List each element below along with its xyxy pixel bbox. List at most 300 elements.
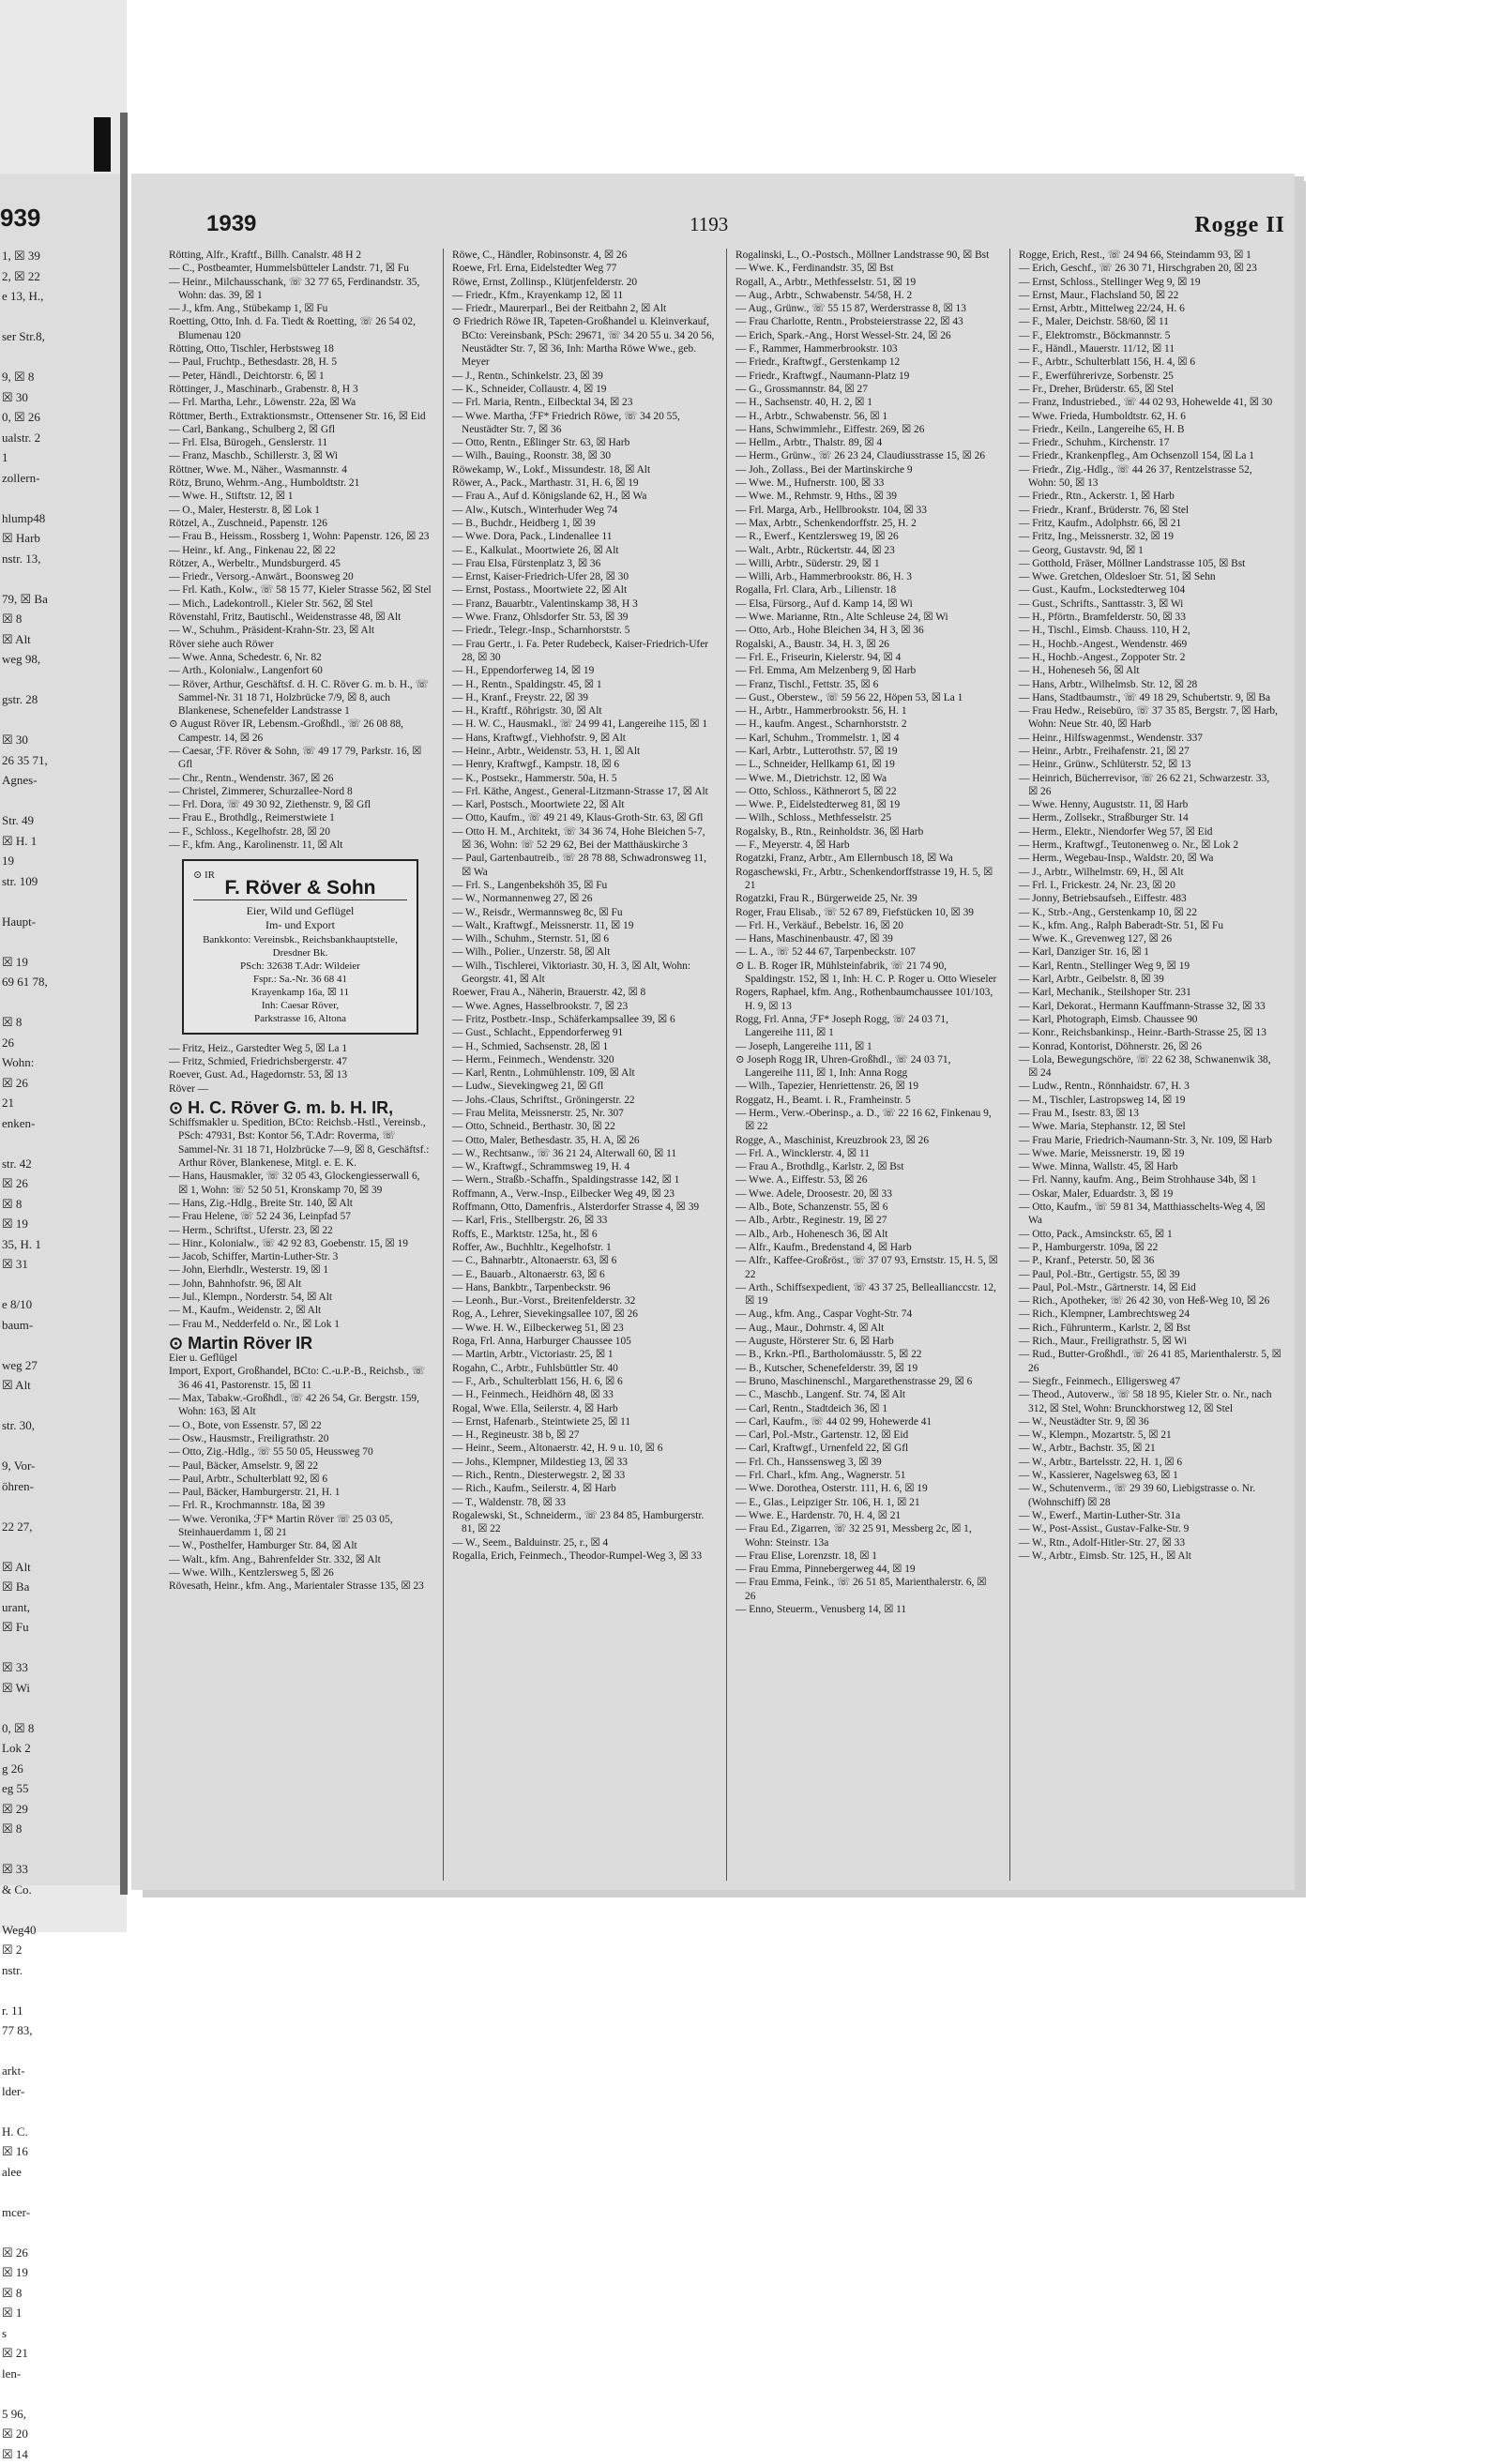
- directory-entry: — Frau Marie, Friedrich-Naumann-Str. 3, Nr. 109, ☒ Harb: [1019, 1134, 1281, 1147]
- previous-page-line: ☒ 19: [0, 1214, 124, 1234]
- directory-entry: — W., Reisdr., Wermannsweg 8c, ☒ Fu: [452, 906, 715, 919]
- ad-line: PSch: 32638 T.Adr: Wildeier: [193, 960, 407, 973]
- directory-entry: — L., Schneider, Hellkamp 61, ☒ 19: [735, 758, 998, 771]
- directory-entry: — Frau Emma, Feink., ☏ 26 51 85, Marienthalerstr. 6, ☒ 26: [735, 1576, 998, 1603]
- directory-entry: — Friedr., Kranf., Brüderstr. 76, ☒ Stel: [1019, 504, 1281, 517]
- directory-entry: — Herm., Wegebau-Insp., Waldstr. 20, ☒ Wa: [1019, 852, 1281, 865]
- previous-page-line: weg 98,: [0, 649, 124, 670]
- directory-entry: — Erich, Geschf., ☏ 26 30 71, Hirschgraben 20, ☒ 23: [1019, 262, 1281, 275]
- directory-entry: — Carl, Rentn., Stadtdeich 36, ☒ 1: [735, 1402, 998, 1415]
- directory-entry: — Frl. Käthe, Angest., General-Litzmann-Strasse 17, ☒ Alt: [452, 785, 715, 798]
- previous-page-line: [0, 1275, 124, 1295]
- directory-entry: — Oskar, Maler, Eduardstr. 3, ☒ 19: [1019, 1187, 1281, 1201]
- previous-page-line: ☒ 31: [0, 1254, 124, 1275]
- previous-page-line: [0, 791, 124, 811]
- previous-page-line: [0, 568, 124, 589]
- directory-entry: — Wwe. Anna, Schedestr. 6, Nr. 82: [169, 651, 432, 664]
- directory-entry: — M., Tischler, Lastropsweg 14, ☒ 19: [1019, 1094, 1281, 1107]
- previous-page-line: Agnes-: [0, 770, 124, 791]
- directory-entry: — J., kfm. Ang., Stübekamp 1, ☒ Fu: [169, 302, 432, 315]
- directory-entry: — Otto, Kaufm., ☏ 49 21 49, Klaus-Groth-Str. 63, ☒ Gfl: [452, 811, 715, 824]
- directory-entry: — Friedr., Telegr.-Insp., Scharnhorststr. 5: [452, 624, 715, 637]
- directory-entry: — Wwe. Franz, Ohlsdorfer Str. 53, ☒ 39: [452, 611, 715, 624]
- directory-entry: Röwe, C., Händler, Robinsonstr. 4, ☒ 26: [452, 249, 715, 262]
- directory-entry: — Fritz, Schmied, Friedrichsbergerstr. 47: [169, 1055, 432, 1068]
- directory-entry: — Alfr., Kaufm., Bredenstand 4, ☒ Harb: [735, 1241, 998, 1254]
- directory-entry: Röttmer, Berth., Extraktionsmstr., Ottensener Str. 16, ☒ Eid: [169, 410, 432, 423]
- directory-entry: — Fritz, Ing., Meissnerstr. 32, ☒ 19: [1019, 530, 1281, 543]
- previous-page-line: ☒ 8: [0, 1194, 124, 1215]
- directory-entry: — Wwe. Veronika, ℱF* Martin Röver ☏ 25 03 05, Steinhauerdamm 1, ☒ 21: [169, 1513, 432, 1540]
- directory-entry: — Wwe. Wilh., Kentzlersweg 5, ☒ 26: [169, 1566, 432, 1580]
- directory-entry: — Otto, Kaufm., ☏ 59 81 34, Matthiasschelts-Weg 4, ☒ Wa: [1019, 1201, 1281, 1228]
- previous-page-line: hlump48: [0, 508, 124, 529]
- directory-entry: — W., Neustädter Str. 9, ☒ 36: [1019, 1415, 1281, 1429]
- binding-clip: [94, 117, 111, 172]
- directory-entry: — H., Eppendorferweg 14, ☒ 19: [452, 664, 715, 677]
- directory-entry: — Wilh., Polier., Unzerstr. 58, ☒ Alt: [452, 945, 715, 959]
- directory-entry: — K., Strb.-Ang., Gerstenkamp 10, ☒ 22: [1019, 906, 1281, 919]
- directory-entry: — Heinr., Arbtr., Freihafenstr. 21, ☒ 27: [1019, 745, 1281, 758]
- directory-entry: — Wilh., Bauing., Roonstr. 38, ☒ 30: [452, 449, 715, 462]
- previous-page-line: [0, 1980, 124, 2001]
- directory-entry: — Frau Ed., Zigarren, ☏ 32 25 91, Messberg 2c, ☒ 1, Wohn: Steinstr. 13a: [735, 1522, 998, 1549]
- directory-entry: — W., Arbtr., Bartelsstr. 22, H. 1, ☒ 6: [1019, 1456, 1281, 1469]
- previous-page-line: ☒ 26: [0, 1073, 124, 1094]
- previous-page-line: ☒ 30: [0, 730, 124, 750]
- previous-page-lines: [0, 246, 124, 2464]
- previous-page-line: lder-: [0, 2081, 124, 2102]
- directory-entry: — Siegfr., Feinmech., Elligersweg 47: [1019, 1375, 1281, 1388]
- column-1-martin-entries: [169, 1352, 432, 1593]
- directory-entry: — Otto H. M., Architekt, ☏ 34 36 74, Hohe Bleichen 5-7, ☒ 36, Wohn: ☏ 52 29 62, Bei der Matthäuskirche 3: [452, 825, 715, 853]
- directory-entry: — O., Maler, Hesterstr. 8, ☒ Lok 1: [169, 504, 432, 517]
- directory-entry: — E., Kalkulat., Moortwiete 26, ☒ Alt: [452, 544, 715, 557]
- directory-entry: Rövenstahl, Fritz, Bautischl., Weidenstrasse 48, ☒ Alt: [169, 611, 432, 624]
- directory-entry: Roewe, Frl. Erna, Eidelstedter Weg 77: [452, 262, 715, 275]
- previous-page-line: Weg40: [0, 1920, 124, 1941]
- directory-entry: Eier u. Geflügel: [169, 1352, 432, 1365]
- directory-entry: Röttner, Wwe. M., Näher., Wasmannstr. 4: [169, 463, 432, 476]
- directory-entry: — Wwe. E., Hardenstr. 70, H. 4, ☒ 21: [735, 1509, 998, 1522]
- directory-entry: — Hans, Bankbtr., Tarpenbeckstr. 96: [452, 1281, 715, 1294]
- directory-entry: — Wwe. Minna, Wallstr. 45, ☒ Harb: [1019, 1160, 1281, 1173]
- directory-entry: — Herm., Schriftst., Uferstr. 23, ☒ 22: [169, 1224, 432, 1237]
- previous-page-line: ☒ Harb: [0, 528, 124, 549]
- directory-entry: — Konr., Reichsbankinsp., Heinr.-Barth-Strasse 25, ☒ 13: [1019, 1026, 1281, 1039]
- directory-entry: — O., Bote, von Essenstr. 57, ☒ 22: [169, 1419, 432, 1432]
- directory-entry: — Frl. E., Friseurin, Kielerstr. 94, ☒ 4: [735, 651, 998, 664]
- directory-entry: — Wwe. K., Grevenweg 127, ☒ 26: [1019, 932, 1281, 945]
- directory-entry: Röwer, A., Pack., Marthastr. 31, H. 6, ☒ 19: [452, 476, 715, 490]
- previous-page-line: ser Str.8,: [0, 326, 124, 347]
- directory-entry: — Hans, Kraftwgf., Viehhofstr. 9, ☒ Alt: [452, 732, 715, 745]
- directory-entry: — Frl. Marga, Arb., Hellbrookstr. 104, ☒ 33: [735, 504, 998, 517]
- ad-line: Im- und Export: [193, 918, 407, 933]
- directory-entry: — Chr., Rentn., Wendenstr. 367, ☒ 26: [169, 772, 432, 785]
- previous-page-line: [0, 1839, 124, 1860]
- previous-page-line: g 26: [0, 1759, 124, 1779]
- directory-entry: Roffer, Aw., Buchhltr., Kegelhofstr. 1: [452, 1241, 715, 1254]
- column-1-entries-tail: [169, 1116, 432, 1331]
- directory-entry: Roetting, Otto, Inh. d. Fa. Tiedt & Roetting, ☏ 26 54 02, Blumenau 120: [169, 315, 432, 342]
- directory-entry: — Jul., Klempn., Norderstr. 54, ☒ Alt: [169, 1291, 432, 1304]
- ad-line: Fspr.: Sa.-Nr. 36 68 41: [193, 973, 407, 986]
- previous-page-line: [0, 1496, 124, 1517]
- previous-page-line: ☒ 26: [0, 1173, 124, 1194]
- page-edge-shadow: [1295, 176, 1304, 1891]
- directory-entry: — Alw., Kutsch., Winterhuder Weg 74: [452, 504, 715, 517]
- directory-entry: — Friedr., Keiln., Langereihe 65, H. B: [1019, 423, 1281, 436]
- directory-entry: Röwe, Ernst, Zollinsp., Klütjenfelderstr. 20: [452, 276, 715, 289]
- column-4-entries: [1019, 249, 1281, 1563]
- directory-entry: — H., Feinmech., Heidhörn 48, ☒ 33: [452, 1388, 715, 1401]
- directory-entry: — Fritz, Postbetr.-Insp., Schäferkampsallee 39, ☒ 6: [452, 1013, 715, 1026]
- previous-page-line: e 8/10: [0, 1294, 124, 1315]
- directory-entry: — K., Postsekr., Hammerstr. 50a, H. 5: [452, 772, 715, 785]
- directory-entry: — W., Kraftwgf., Schrammsweg 19, H. 4: [452, 1160, 715, 1173]
- directory-entry: — Frl. Nanny, kaufm. Ang., Beim Strohhause 34b, ☒ 1: [1019, 1173, 1281, 1187]
- directory-entry: — Otto, Arb., Hohe Bleichen 34, H 3, ☒ 36: [735, 624, 998, 637]
- previous-page-line: Haupt-: [0, 912, 124, 932]
- directory-entry: — Aug., Maur., Dohrnstr. 4, ☒ Alt: [735, 1322, 998, 1335]
- directory-entry: — Walt., kfm. Ang., Bahrenfelder Str. 332, ☒ Alt: [169, 1553, 432, 1566]
- directory-entry: — W., Schuhm., Präsident-Krahn-Str. 23, ☒ Alt: [169, 624, 432, 637]
- previous-page-line: 77 83,: [0, 2020, 124, 2041]
- directory-entry: — Paul, Pol.-Btr., Gertigstr. 55, ☒ 39: [1019, 1268, 1281, 1281]
- directory-entry: — Franz, Bauarbtr., Valentinskamp 38, H 3: [452, 597, 715, 611]
- directory-entry: — Paul, Arbtr., Schulterblatt 92, ☒ 6: [169, 1473, 432, 1486]
- directory-entry: ⊙ L. B. Roger IR, Mühlsteinfabrik, ☏ 21 74 90, Spaldingstr. 152, ☒ 1, Inh: H. C. P. Roger u. Otto Wieseler: [735, 960, 998, 987]
- directory-entry: — W., Rtn., Adolf-Hitler-Str. 27, ☒ 33: [1019, 1536, 1281, 1549]
- directory-entry: — Peter, Händl., Deichtorstr. 6, ☒ 1: [169, 370, 432, 383]
- directory-entry: — Friedr., Kraftwgf., Naumann-Platz 19: [735, 370, 998, 383]
- directory-entry: — Wwe. Henny, Auguststr. 11, ☒ Harb: [1019, 798, 1281, 811]
- previous-page-line: ☒ Alt: [0, 1557, 124, 1578]
- directory-entry: — Herm., Elektr., Niendorfer Weg 57, ☒ Eid: [1019, 825, 1281, 839]
- directory-entry: — Wwe. Dorothea, Osterstr. 111, H. 6, ☒ 19: [735, 1482, 998, 1495]
- directory-entry: — Hans, Zig.-Hdlg., Breite Str. 140, ☒ Alt: [169, 1197, 432, 1210]
- directory-entry: — Frl. Charl., kfm. Ang., Wagnerstr. 51: [735, 1469, 998, 1482]
- directory-entry: — Frau M., Nedderfeld o. Nr., ☒ Lok 1: [169, 1318, 432, 1331]
- previous-page-line: mcer-: [0, 2202, 124, 2223]
- directory-entry: Rogg, Frl. Anna, ℱF* Joseph Rogg, ☏ 24 03 71, Langereihe 111, ☒ 1: [735, 1013, 998, 1040]
- directory-entry: — Hans, Schwimmlehr., Eiffestr. 269, ☒ 26: [735, 423, 998, 436]
- directory-entry: Röver —: [169, 1082, 432, 1096]
- directory-entry: Roffmann, A., Verw.-Insp., Eilbecker Weg 49, ☒ 23: [452, 1187, 715, 1201]
- directory-entry: — Frl. S., Langenbekshöh 35, ☒ Fu: [452, 879, 715, 892]
- directory-entry: — Wwe. K., Ferdinandstr. 35, ☒ Bst: [735, 262, 998, 275]
- column-1: [169, 249, 432, 1881]
- directory-entry: — Heinr., Hilfswagenmst., Wendenstr. 337: [1019, 732, 1281, 745]
- directory-entry: — Frau A., Brothdlg., Karlstr. 2, ☒ Bst: [735, 1160, 998, 1173]
- previous-page-line: 19: [0, 851, 124, 871]
- previous-page-line: [0, 1536, 124, 1557]
- directory-entry: — Franz, Industriebed., ☏ 44 02 93, Hohewelde 41, ☒ 30: [1019, 396, 1281, 409]
- directory-entry: — Frau E., Brothdlg., Reimerstwiete 1: [169, 811, 432, 824]
- previous-page-line: ☒ 21: [0, 2343, 124, 2364]
- directory-page: [131, 174, 1295, 1890]
- directory-entry: — W., Arbtr., Eimsb. Str. 125, H., ☒ Alt: [1019, 1549, 1281, 1563]
- directory-entry: — H., Kraftf., Röhrigstr. 30, ☒ Alt: [452, 704, 715, 718]
- directory-entry: — W., Rechtsanw., ☏ 36 21 24, Alterwall 60, ☒ 11: [452, 1147, 715, 1160]
- directory-entry: — Wwe. M., Dietrichstr. 12, ☒ Wa: [735, 772, 998, 785]
- column-rule: [726, 249, 727, 1881]
- directory-entry: — Heinr., Arbtr., Weidenstr. 53, H. 1, ☒ Alt: [452, 745, 715, 758]
- directory-entry: — Paul, Bäcker, Amselstr. 9, ☒ 22: [169, 1459, 432, 1473]
- directory-entry: — Gust., Kaufm., Lockstedterweg 104: [1019, 583, 1281, 597]
- directory-entry: — Alb., Arb., Hohenesch 36, ☒ Alt: [735, 1228, 998, 1241]
- directory-entry: — Johs.-Claus, Schriftst., Gröningerstr. 22: [452, 1094, 715, 1107]
- directory-entry: Rogge, Erich, Rest., ☏ 24 94 66, Steindamm 93, ☒ 1: [1019, 249, 1281, 262]
- directory-entry: — Herm., Feinmech., Wendenstr. 320: [452, 1053, 715, 1066]
- previous-page-line: urant,: [0, 1597, 124, 1618]
- directory-entry: — C., Postbeamter, Hummelsbütteler Landstr. 71, ☒ Fu: [169, 262, 432, 275]
- directory-columns: [169, 249, 1295, 1881]
- directory-entry: Import, Export, Großhandel, BCto: C.-u.P.-B., Reichsb., ☏ 36 46 41, Pastorenstr. 15, ☒ 11: [169, 1365, 432, 1392]
- directory-entry: — Otto, Schloss., Käthnerort 5, ☒ 22: [735, 785, 998, 798]
- directory-entry: — Walt., Arbtr., Rückertstr. 44, ☒ 23: [735, 544, 998, 557]
- previous-page-line: ☒ 8: [0, 1819, 124, 1839]
- directory-entry: — Frau A., Auf d. Königslande 62, H., ☒ Wa: [452, 490, 715, 503]
- previous-page-line: enken-: [0, 1113, 124, 1134]
- directory-entry: — Frl. Elsa, Bürogeh., Genslerstr. 11: [169, 436, 432, 449]
- previous-page-line: ☒ H. 1: [0, 831, 124, 852]
- previous-page-line: [0, 347, 124, 368]
- previous-page-line: 1: [0, 447, 124, 468]
- column-3-entries: [735, 249, 998, 1616]
- previous-page-line: zollern-: [0, 468, 124, 489]
- directory-entry: — Frau M., Isestr. 83, ☒ 13: [1019, 1107, 1281, 1120]
- directory-entry: — Paul, Bäcker, Hamburgerstr. 21, H. 1: [169, 1486, 432, 1499]
- directory-entry: — Frl. Martha, Lehr., Löwenstr. 22a, ☒ Wa: [169, 396, 432, 409]
- directory-entry: — Ludw., Rentn., Rönnhaidstr. 67, H. 3: [1019, 1080, 1281, 1093]
- directory-entry: — Otto, Zig.-Hdlg., ☏ 55 50 05, Heussweg 70: [169, 1445, 432, 1459]
- directory-entry: — Franz, Tischl., Fettstr. 35, ☒ 6: [735, 678, 998, 691]
- directory-entry: — Willi, Arb., Hammerbrookstr. 86, H. 3: [735, 570, 998, 583]
- directory-entry: — Franz, Maschb., Schillerstr. 3, ☒ Wi: [169, 449, 432, 462]
- directory-entry: — Karl, Arbtr., Lutterothstr. 57, ☒ 19: [735, 745, 998, 758]
- directory-entry: — F., Schloss., Kegelhofstr. 28, ☒ 20: [169, 825, 432, 839]
- previous-page-line: ☒ 26: [0, 2243, 124, 2263]
- previous-page-line: 0, ☒ 8: [0, 1718, 124, 1739]
- directory-entry: — Carl, Kaufm., ☏ 44 02 99, Hohewerde 41: [735, 1415, 998, 1429]
- directory-entry: — Frau Elsa, Fürstenplatz 3, ☒ 36: [452, 557, 715, 570]
- header-page-number: 1193: [690, 213, 728, 236]
- directory-entry: — Gust., Schlacht., Eppendorferweg 91: [452, 1026, 715, 1039]
- directory-entry: — Max, Arbtr., Schenkendorffstr. 25, H. 2: [735, 517, 998, 530]
- directory-entry: — Otto, Maler, Bethesdastr. 35, H. A, ☒ 26: [452, 1134, 715, 1147]
- directory-entry: — K., Schneider, Collaustr. 4, ☒ 19: [452, 383, 715, 396]
- column-4: [1019, 249, 1281, 1881]
- directory-entry: Rövesath, Heinr., kfm. Ang., Marientaler Strasse 135, ☒ 23: [169, 1580, 432, 1593]
- directory-entry: — Alb., Arbtr., Reginestr. 19, ☒ 27: [735, 1214, 998, 1227]
- directory-entry: — H., Arbtr., Schwabenstr. 56, ☒ 1: [735, 410, 998, 423]
- previous-page-line: öhren-: [0, 1476, 124, 1497]
- column-rule: [443, 249, 444, 1881]
- directory-entry: — Georg, Gustavstr. 9d, ☒ 1: [1019, 544, 1281, 557]
- directory-entry: — Herm., Grünw., ☏ 26 23 24, Claudiusstrasse 15, ☒ 26: [735, 449, 998, 462]
- directory-entry: — W., Seem., Balduinstr. 25, r., ☒ 4: [452, 1536, 715, 1549]
- column-2: [452, 249, 715, 1881]
- directory-entry: — F., kfm. Ang., Karolinenstr. 11, ☒ Alt: [169, 839, 432, 852]
- previous-page-line: [0, 992, 124, 1013]
- previous-page-line: s: [0, 2323, 124, 2344]
- directory-entry: — Gust., Oberstew., ☏ 59 56 22, Höpen 53, ☒ La 1: [735, 691, 998, 704]
- directory-entry: ⊙ Joseph Rogg IR, Uhren-Großhdl., ☏ 24 03 71, Langereihe 111, ☒ 1, Inh: Anna Rogg: [735, 1053, 998, 1081]
- directory-entry: — Aug., Arbtr., Schwabenstr. 54/58, H. 2: [735, 289, 998, 302]
- directory-entry: — Fr., Dreher, Brüderstr. 65, ☒ Stel: [1019, 383, 1281, 396]
- directory-entry: — Heinr., Seem., Altonaerstr. 42, H. 9 u. 10, ☒ 6: [452, 1442, 715, 1455]
- previous-page-line: [0, 1436, 124, 1457]
- directory-entry: — Wwe. H., Stiftstr. 12, ☒ 1: [169, 490, 432, 503]
- directory-entry: — Friedr., Maurerparl., Bei der Reitbahn 2, ☒ Alt: [452, 302, 715, 315]
- directory-entry: — H., Schmied, Sachsenstr. 28, ☒ 1: [452, 1040, 715, 1053]
- ad-marker: ⊙ IR: [193, 869, 407, 882]
- directory-entry: — Heinr., Milchausschank, ☏ 32 77 65, Ferdinandstr. 35, Wohn: das. 39, ☒ 1: [169, 276, 432, 303]
- directory-entry: — F., Händl., Mauerstr. 11/12, ☒ 11: [1019, 342, 1281, 355]
- previous-page-line: [0, 2101, 124, 2122]
- directory-entry: — Ernst, Postass., Moortwiete 22, ☒ Alt: [452, 583, 715, 597]
- directory-entry: — Rich., Klempner, Lambrechtsweg 24: [1019, 1308, 1281, 1321]
- directory-entry: — H., Rentn., Spaldingstr. 45, ☒ 1: [452, 678, 715, 691]
- ad-line: Eier, Wild und Geflügel: [193, 904, 407, 919]
- directory-entry: Rogge, A., Maschinist, Kreuzbrook 23, ☒ 26: [735, 1134, 998, 1147]
- column-1-entries-after-ad: [169, 1042, 432, 1096]
- previous-page-line: 26 35 71,: [0, 750, 124, 771]
- directory-entry: — Enno, Steuerm., Venusberg 14, ☒ 11: [735, 1603, 998, 1616]
- directory-entry: — H., kaufm. Angest., Scharnhorststr. 2: [735, 718, 998, 731]
- directory-entry: — Frl. Emma, Am Melzenberg 9, ☒ Harb: [735, 664, 998, 677]
- directory-entry: — H. W. C., Hausmakl., ☏ 24 99 41, Langereihe 115, ☒ 1: [452, 718, 715, 731]
- directory-entry: — Wwe. Marie, Meissnerstr. 19, ☒ 19: [1019, 1147, 1281, 1160]
- directory-entry: — Wwe. Gretchen, Oldesloer Str. 51, ☒ Sehn: [1019, 570, 1281, 583]
- directory-entry: — H., Hoheneseh 56, ☒ Alt: [1019, 664, 1281, 677]
- directory-entry: — Karl, Postsch., Moortwiete 22, ☒ Alt: [452, 798, 715, 811]
- previous-page-line: str. 30,: [0, 1415, 124, 1436]
- ad-f-roever-sohn: [182, 859, 418, 1034]
- directory-entry: — Carl, Kraftwgf., Urnenfeld 22, ☒ Gfl: [735, 1442, 998, 1455]
- directory-entry: — K., kfm. Ang., Ralph Baberadt-Str. 51, ☒ Fu: [1019, 919, 1281, 932]
- directory-entry: — Herm., Verw.-Oberinsp., a. D., ☏ 22 16 62, Finkenau 9, ☒ 22: [735, 1107, 998, 1134]
- previous-page-line: 69 61 78,: [0, 972, 124, 992]
- directory-entry: — Joseph, Langereihe 111, ☒ 1: [735, 1040, 998, 1053]
- directory-entry: ⊙ August Röver IR, Lebensm.-Großhdl., ☏ 26 08 88, Campestr. 14, ☒ 26: [169, 718, 432, 745]
- previous-page-line: 1, ☒ 39: [0, 246, 124, 266]
- directory-entry: — G., Grossmannstr. 84, ☒ 27: [735, 383, 998, 396]
- directory-entry: — Herm., Zollsekr., Straßburger Str. 14: [1019, 811, 1281, 824]
- directory-entry: — Ludw., Sievekingweg 21, ☒ Gfl: [452, 1080, 715, 1093]
- directory-entry: Rogatzki, Frau R., Bürgerweide 25, Nr. 39: [735, 892, 998, 905]
- directory-entry: Roga, Frl. Anna, Harburger Chaussee 105: [452, 1335, 715, 1348]
- previous-page-line: [0, 891, 124, 912]
- directory-entry: — Wwe. Maria, Stephanstr. 12, ☒ Stel: [1019, 1120, 1281, 1133]
- directory-entry: Rötting, Otto, Tischler, Herbstsweg 18: [169, 342, 432, 355]
- directory-entry: — Friedr., Kraftwgf., Gerstenkamp 12: [735, 355, 998, 369]
- directory-entry: Rogalski, A., Baustr. 34, H. 3, ☒ 26: [735, 638, 998, 651]
- directory-entry: — Henry, Kraftwgf., Kampstr. 18, ☒ 6: [452, 758, 715, 771]
- directory-entry: — F., Ewerführerivze, Sorbenstr. 25: [1019, 370, 1281, 383]
- directory-entry: — Frl. H., Verkäuf., Bebelstr. 16, ☒ 20: [735, 919, 998, 932]
- directory-entry: — Wwe. M., Hufnerstr. 100, ☒ 33: [735, 476, 998, 490]
- previous-page-line: 35, H. 1: [0, 1234, 124, 1255]
- directory-entry: — T., Waldenstr. 78, ☒ 33: [452, 1496, 715, 1509]
- directory-entry: — Frau B., Heissm., Rossberg 1, Wohn: Papenstr. 126, ☒ 23: [169, 530, 432, 543]
- previous-page-line: ☒ 19: [0, 2262, 124, 2283]
- previous-page-line: ☒ 1: [0, 2303, 124, 2323]
- directory-entry: — Rich., Apotheker, ☏ 26 42 30, von Heß-Weg 10, ☒ 26: [1019, 1294, 1281, 1308]
- directory-entry: — Wilh., Tapezier, Henriettenstr. 26, ☒ 19: [735, 1080, 998, 1093]
- directory-entry: — Walt., Kraftwgf., Meissnerstr. 11, ☒ 19: [452, 919, 715, 932]
- previous-page-line: ☒ 33: [0, 1657, 124, 1678]
- previous-page-line: ☒ Alt: [0, 1375, 124, 1396]
- directory-entry: — H., Sachsenstr. 40, H. 2, ☒ 1: [735, 396, 998, 409]
- directory-entry: — Rich., Kaufm., Seilerstr. 4, ☒ Harb: [452, 1482, 715, 1495]
- previous-page-line: ☒ 33: [0, 1859, 124, 1880]
- directory-entry: — Aug., Grünw., ☏ 55 15 87, Werderstrasse 8, ☒ 13: [735, 302, 998, 315]
- directory-entry: — H., Hochb.-Angest., Zoppoter Str. 2: [1019, 651, 1281, 664]
- directory-entry: — Ernst, Arbtr., Mittelweg 22/24, H. 6: [1019, 302, 1281, 315]
- previous-page-line: weg 27: [0, 1355, 124, 1376]
- previous-page-line: ☒ 8: [0, 1012, 124, 1033]
- previous-page-line: nstr. 13,: [0, 549, 124, 569]
- directory-entry: Roewer, Frau A., Näherin, Brauerstr. 42, ☒ 8: [452, 986, 715, 999]
- directory-entry: — W., Ewerf., Martin-Luther-Str. 31a: [1019, 1509, 1281, 1522]
- directory-entry: — Frl. Dora, ☏ 49 30 92, Ziethenstr. 9, ☒ Gfl: [169, 798, 432, 811]
- directory-entry: — Friedr., Schuhm., Kirchenstr. 17: [1019, 436, 1281, 449]
- previous-page-line: ☒ 20: [0, 2424, 124, 2444]
- directory-entry: — Wern., Straßb.-Schaffn., Spaldingstrasse 142, ☒ 1: [452, 1173, 715, 1187]
- directory-entry: — Herm., Kraftwgf., Teutonenweg o. Nr., ☒ Lok 2: [1019, 839, 1281, 852]
- directory-entry: — Karl, Arbtr., Geibelstr. 8, ☒ 39: [1019, 973, 1281, 986]
- directory-entry: — Hans, Maschinenbaustr. 47, ☒ 39: [735, 932, 998, 945]
- previous-page-line: ☒ 8: [0, 609, 124, 629]
- directory-entry: Rogaschewski, Fr., Arbtr., Schenkendorffstrasse 19, H. 5, ☒ 21: [735, 866, 998, 893]
- directory-entry: — Max, Tabakw.-Großhdl., ☏ 42 26 54, Gr. Bergstr. 159, Wohn: 163, ☒ Alt: [169, 1392, 432, 1419]
- directory-entry: — Elsa, Fürsorg., Auf d. Kamp 14, ☒ Wi: [735, 597, 998, 611]
- directory-entry: — Erich, Spark.-Ang., Horst Wessel-Str. 24, ☒ 26: [735, 329, 998, 342]
- directory-entry: — John, Eierhdlr., Westerstr. 19, ☒ 1: [169, 1263, 432, 1277]
- directory-entry: Rötting, Alfr., Kraftf., Billh. Canalstr. 48 H 2: [169, 249, 432, 262]
- previous-page-line: nstr.: [0, 1960, 124, 1981]
- directory-entry: Rogal, Wwe. Ella, Seilerstr. 4, ☒ Harb: [452, 1402, 715, 1415]
- directory-entry: — Frl. I., Frickestr. 24, Nr. 23, ☒ 20: [1019, 879, 1281, 892]
- previous-page-line: [0, 2041, 124, 2062]
- previous-page-line: alee: [0, 2162, 124, 2183]
- directory-entry: — Wwe. A., Eiffestr. 53, ☒ 26: [735, 1173, 998, 1187]
- directory-entry: — M., Kaufm., Weidenstr. 2, ☒ Alt: [169, 1304, 432, 1317]
- directory-entry: — Frau Charlotte, Rentn., Probsteierstrasse 22, ☒ 43: [735, 315, 998, 328]
- directory-entry: — Jonny, Betriebsaufseh., Eiffestr. 483: [1019, 892, 1281, 905]
- directory-entry: — Friedr., Kfm., Krayenkamp 12, ☒ 11: [452, 289, 715, 302]
- previous-page-line: ☒ Alt: [0, 629, 124, 650]
- directory-entry: — Christel, Zimmerer, Schurzallee-Nord 8: [169, 785, 432, 798]
- directory-entry: Rötz, Bruno, Wehrm.-Ang., Humboldtstr. 21: [169, 476, 432, 490]
- previous-page-line: str. 42: [0, 1154, 124, 1174]
- directory-entry: — C., Maschb., Langenf. Str. 74, ☒ Alt: [735, 1388, 998, 1401]
- directory-entry: — Carl, Pol.-Mstr., Gartenstr. 12, ☒ Eid: [735, 1429, 998, 1442]
- previous-page-line: 9, Vor-: [0, 1456, 124, 1476]
- directory-entry: — Ernst, Hafenarb., Steintwiete 25, ☒ 11: [452, 1415, 715, 1429]
- directory-entry: — J., Arbtr., Wilhelmstr. 69, H., ☒ Alt: [1019, 866, 1281, 879]
- directory-entry: — Wwe. P., Eidelstedterweg 81, ☒ 19: [735, 798, 998, 811]
- previous-page-line: 22 27,: [0, 1517, 124, 1537]
- directory-entry: — Rud., Butter-Großhdl., ☏ 26 41 85, Marienthalerstr. 5, ☒ 26: [1019, 1348, 1281, 1375]
- directory-entry: — Wwe. Adele, Droosestr. 20, ☒ 33: [735, 1187, 998, 1201]
- directory-entry: — Wilh., Schloss., Methfesselstr. 25: [735, 811, 998, 824]
- directory-entry: — Leonh., Bur.-Vorst., Breitenfelderstr. 32: [452, 1294, 715, 1308]
- directory-entry: — Lola, Bewegungschöre, ☏ 22 62 38, Schwanenwik 38, ☒ 24: [1019, 1053, 1281, 1081]
